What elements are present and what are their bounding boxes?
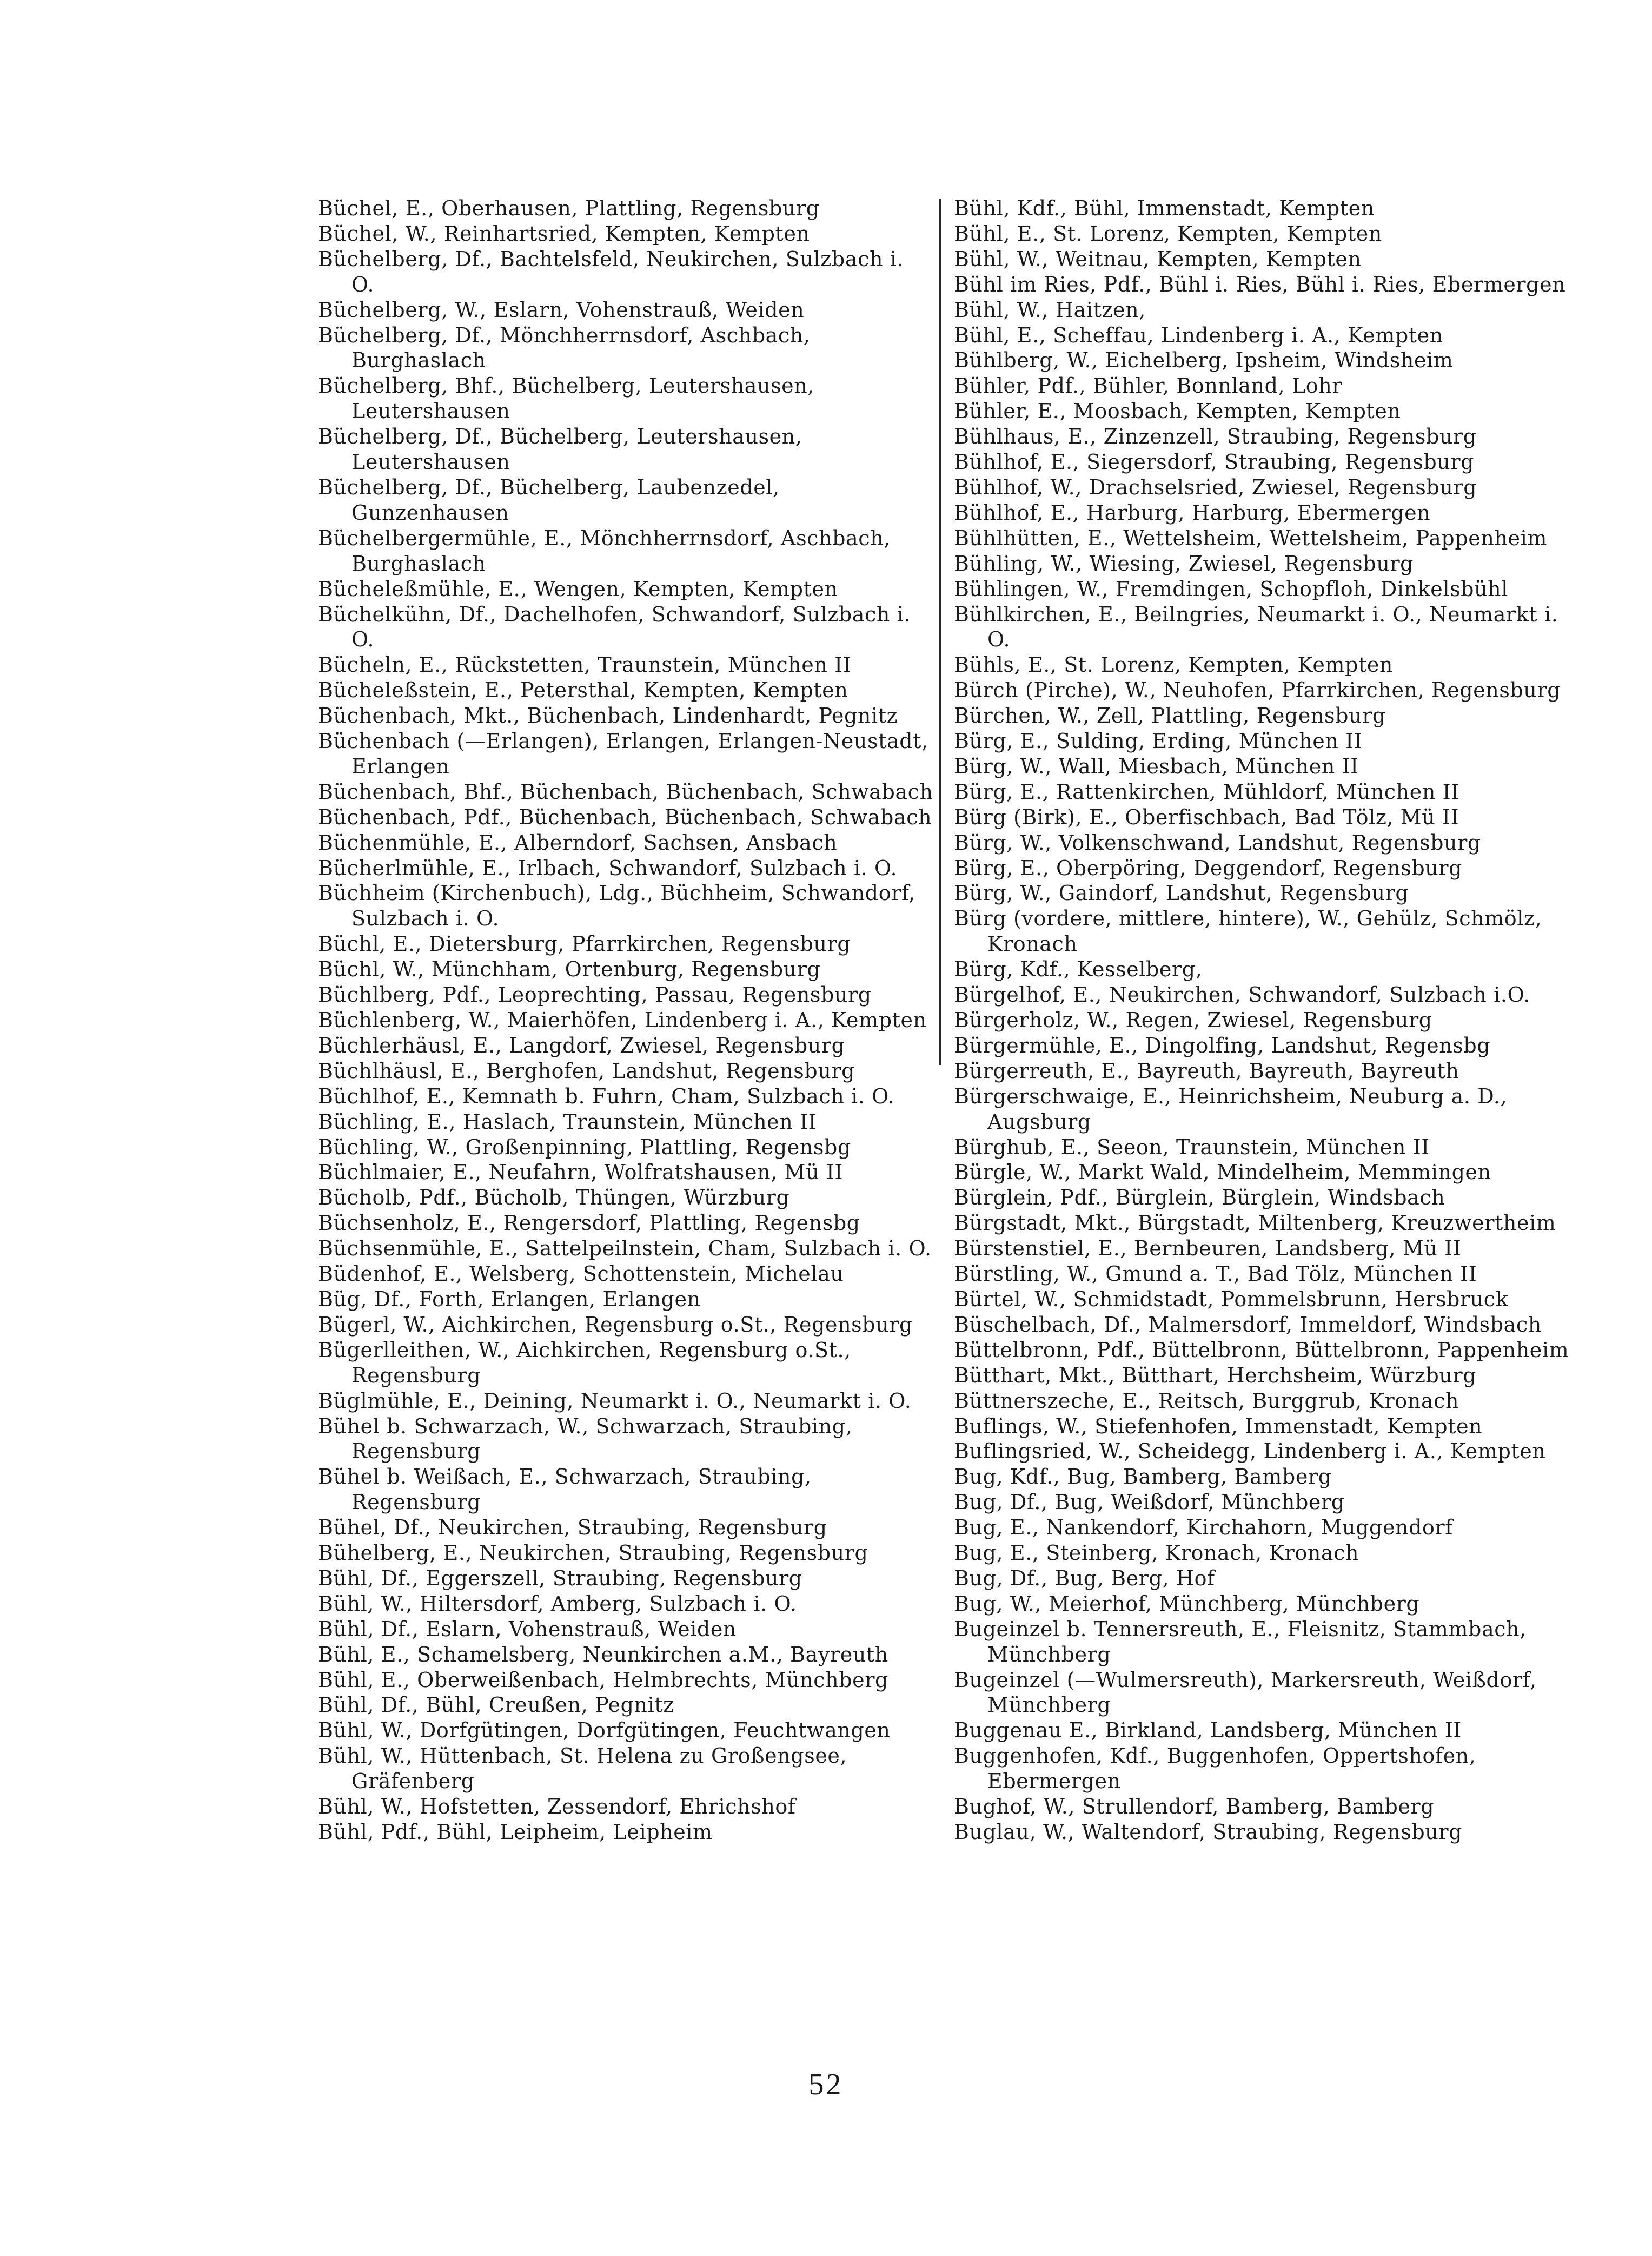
gazetteer-entry: Bugeinzel b. Tennersreuth, E., Fleisnitz, Stammbach, Münchberg bbox=[954, 1617, 1527, 1666]
gazetteer-entry: Büchlberg, Pdf., Leoprechting, Passau, Regensburg bbox=[318, 983, 872, 1007]
gazetteer-entry: Bühlingen, W., Fremdingen, Schopfloh, Dinkelsbühl bbox=[954, 577, 1509, 601]
gazetteer-entry: Bühlhof, E., Siegersdorf, Straubing, Regensburg bbox=[954, 450, 1475, 474]
gazetteer-entry: Bühl, W., Hofstetten, Zessendorf, Ehrichshof bbox=[318, 1795, 796, 1819]
gazetteer-entry: Büchelberg, Df., Mönchherrnsdorf, Aschbach, Burghaslach bbox=[318, 323, 811, 373]
gazetteer-entry: Bürgerreuth, E., Bayreuth, Bayreuth, Bayreuth bbox=[954, 1058, 1459, 1083]
gazetteer-entry: Büchl, E., Dietersburg, Pfarrkirchen, Regensburg bbox=[318, 932, 851, 956]
gazetteer-entry: Bug, Kdf., Bug, Bamberg, Bamberg bbox=[954, 1465, 1332, 1489]
gazetteer-entry: Bughof, W., Strullendorf, Bamberg, Bamberg bbox=[954, 1795, 1435, 1819]
gazetteer-entry: Bücheleßstein, E., Petersthal, Kempten, Kempten bbox=[318, 678, 848, 703]
gazetteer-entry: Bühl, W., Weitnau, Kempten, Kempten bbox=[954, 247, 1362, 271]
gazetteer-entry: Bürtel, W., Schmidstadt, Pommelsbrunn, Hersbruck bbox=[954, 1287, 1509, 1311]
gazetteer-entry: Bürg, E., Sulding, Erding, München II bbox=[954, 729, 1363, 753]
gazetteer-entry: Bühl, W., Hiltersdorf, Amberg, Sulzbach i. O. bbox=[318, 1591, 797, 1616]
gazetteer-entry: Büttelbronn, Pdf., Büttelbronn, Büttelbronn, Pappenheim bbox=[954, 1338, 1569, 1362]
gazetteer-entry: Büchelberg, Df., Büchelberg, Laubenzedel, Gunzenhausen bbox=[318, 475, 780, 525]
gazetteer-entry: Büchsenholz, E., Rengersdorf, Plattling, Regensbg bbox=[318, 1211, 860, 1235]
gazetteer-entry: Büchling, W., Großenpinning, Plattling, Regensbg bbox=[318, 1135, 851, 1159]
gazetteer-entry: Bühlhütten, E., Wettelsheim, Wettelsheim, Pappenheim bbox=[954, 526, 1547, 550]
gazetteer-entry: Bürch (Pirche), W., Neuhofen, Pfarrkirchen, Regensburg bbox=[954, 678, 1561, 703]
gazetteer-entry: Bürgstadt, Mkt., Bürgstadt, Miltenberg, Kreuzwertheim bbox=[954, 1211, 1556, 1235]
gazetteer-entry: Büchenmühle, E., Alberndorf, Sachsen, Ansbach bbox=[318, 830, 838, 855]
gazetteer-entry: Bühel b. Schwarzach, W., Schwarzach, Straubing, Regensburg bbox=[318, 1414, 853, 1464]
gazetteer-entry: Bühl, W., Dorfgütingen, Dorfgütingen, Feuchtwangen bbox=[318, 1718, 891, 1743]
column-divider bbox=[939, 199, 941, 1065]
gazetteer-entry: Bühl, W., Haitzen, bbox=[954, 297, 1146, 322]
gazetteer-entry: Bug, Df., Bug, Berg, Hof bbox=[954, 1566, 1215, 1590]
gazetteer-entry: Bücholb, Pdf., Bücholb, Thüngen, Würzburg bbox=[318, 1186, 790, 1210]
gazetteer-entry: Bürg, W., Wall, Miesbach, München II bbox=[954, 754, 1359, 778]
gazetteer-entry: Bürg, E., Rattenkirchen, Mühldorf, München II bbox=[954, 779, 1459, 804]
gazetteer-entry: Bug, E., Nankendorf, Kirchahorn, Muggendorf bbox=[954, 1516, 1453, 1540]
gazetteer-entry: Bühling, W., Wiesing, Zwiesel, Regensburg bbox=[954, 551, 1414, 575]
gazetteer-entry: Bürg, E., Oberpöring, Deggendorf, Regensburg bbox=[954, 856, 1463, 880]
gazetteer-entry: Büchelberg, Bhf., Büchelberg, Leutershausen, Leutershausen bbox=[318, 374, 815, 424]
gazetteer-entry: Büchenbach, Mkt., Büchenbach, Lindenhardt, Pegnitz bbox=[318, 704, 898, 728]
gazetteer-entry: Büchl, W., Münchham, Ortenburg, Regensburg bbox=[318, 957, 821, 982]
gazetteer-entry: Bühl, E., Scheffau, Lindenberg i. A., Kempten bbox=[954, 323, 1443, 347]
gazetteer-entry: Buglau, W., Waltendorf, Straubing, Regensburg bbox=[954, 1820, 1463, 1844]
gazetteer-entry: Büttnerszeche, E., Reitsch, Burggrub, Kronach bbox=[954, 1388, 1459, 1413]
gazetteer-entry: Büschelbach, Df., Malmersdorf, Immeldorf, Windsbach bbox=[954, 1312, 1542, 1337]
gazetteer-entry: Bühl, E., Oberweißenbach, Helmbrechts, Münchberg bbox=[318, 1668, 888, 1692]
gazetteer-entry: Buflings, W., Stiefenhofen, Immenstadt, Kempten bbox=[954, 1414, 1483, 1438]
gazetteer-entry: Bürg (Birk), E., Oberfischbach, Bad Tölz, Mü II bbox=[954, 805, 1459, 829]
gazetteer-entry: Bürg, Kdf., Kesselberg, bbox=[954, 957, 1203, 982]
gazetteer-entry: Büchlenberg, W., Maierhöfen, Lindenberg i. A., Kempten bbox=[318, 1008, 927, 1032]
gazetteer-entry: Bürgle, W., Markt Wald, Mindelheim, Memmingen bbox=[954, 1160, 1491, 1185]
gazetteer-entry: Bürgermühle, E., Dingolfing, Landshut, Regensbg bbox=[954, 1033, 1491, 1057]
gazetteer-entry: Büchlmaier, E., Neufahrn, Wolfratshausen, Mü II bbox=[318, 1160, 844, 1185]
page-number: 52 bbox=[808, 2068, 844, 2101]
gazetteer-entry: Bücheln, E., Rückstetten, Traunstein, München II bbox=[318, 653, 852, 677]
gazetteer-entry: Büchsenmühle, E., Sattelpeilnstein, Cham, Sulzbach i. O. bbox=[318, 1236, 932, 1261]
gazetteer-entry: Büglmühle, E., Deining, Neumarkt i. O., Neumarkt i. O. bbox=[318, 1388, 912, 1413]
gazetteer-entry: Bürgerschwaige, E., Heinrichsheim, Neuburg a. D., Augsburg bbox=[954, 1084, 1508, 1134]
gazetteer-entry: Buggenhofen, Kdf., Buggenhofen, Oppertshofen, Ebermergen bbox=[954, 1744, 1476, 1794]
gazetteer-entry: Bürg, W., Volkenschwand, Landshut, Regensburg bbox=[954, 830, 1481, 855]
gazetteer-entry: Bühlberg, W., Eichelberg, Ipsheim, Windsheim bbox=[954, 348, 1454, 373]
gazetteer-entry: Bühl, E., Schamelsberg, Neunkirchen a.M., Bayreuth bbox=[318, 1642, 888, 1666]
gazetteer-entry: Bugeinzel (—Wulmersreuth), Markersreuth, Weißdorf, Münchberg bbox=[954, 1668, 1537, 1717]
gazetteer-entry: Büchenbach (—Erlangen), Erlangen, Erlangen-Neustadt, Erlangen bbox=[318, 729, 928, 778]
gazetteer-entry: Bühel, Df., Neukirchen, Straubing, Regensburg bbox=[318, 1516, 827, 1540]
gazetteer-entry: Buflingsried, W., Scheidegg, Lindenberg i. A., Kempten bbox=[954, 1439, 1546, 1464]
gazetteer-entry: Bücheleßmühle, E., Wengen, Kempten, Kempten bbox=[318, 577, 838, 601]
gazetteer-entry: Büchelkühn, Df., Dachelhofen, Schwandorf, Sulzbach i. O. bbox=[318, 602, 911, 652]
gazetteer-entry: Bürchen, W., Zell, Plattling, Regensburg bbox=[954, 704, 1386, 728]
gazetteer-entry: Bühl, Df., Eggerszell, Straubing, Regensburg bbox=[318, 1566, 802, 1590]
right-column bbox=[954, 196, 1569, 1845]
gazetteer-entry: Büchelbergermühle, E., Mönchherrnsdorf, Aschbach, Burghaslach bbox=[318, 526, 891, 575]
gazetteer-entry: Bühl, Kdf., Bühl, Immenstadt, Kempten bbox=[954, 196, 1375, 220]
gazetteer-entry: Bügerlleithen, W., Aichkirchen, Regensburg o.St., Regensburg bbox=[318, 1338, 851, 1387]
gazetteer-entry: Bürstenstiel, E., Bernbeuren, Landsberg, Mü II bbox=[954, 1236, 1462, 1261]
gazetteer-entry: Bug, W., Meierhof, Münchberg, Münchberg bbox=[954, 1591, 1420, 1616]
gazetteer-entry: Büg, Df., Forth, Erlangen, Erlangen bbox=[318, 1287, 701, 1311]
gazetteer-entry: Bühelberg, E., Neukirchen, Straubing, Regensburg bbox=[318, 1541, 868, 1565]
gazetteer-entry: Bürglein, Pdf., Bürglein, Bürglein, Windsbach bbox=[954, 1186, 1445, 1210]
gazetteer-entry: Bühls, E., St. Lorenz, Kempten, Kempten bbox=[954, 653, 1393, 677]
gazetteer-entry: Büchel, E., Oberhausen, Plattling, Regensburg bbox=[318, 196, 820, 220]
gazetteer-entry: Büchelberg, Df., Büchelberg, Leutershausen, Leutershausen bbox=[318, 425, 802, 474]
gazetteer-entry: Buggenau E., Birkland, Landsberg, München II bbox=[954, 1718, 1462, 1743]
gazetteer-entry: Bühl im Ries, Pdf., Bühl i. Ries, Bühl i. Ries, Ebermergen bbox=[954, 272, 1566, 296]
gazetteer-entry: Bügerl, W., Aichkirchen, Regensburg o.St., Regensburg bbox=[318, 1312, 913, 1337]
gazetteer-entry: Büchheim (Kirchenbuch), Ldg., Büchheim, Schwandorf, Sulzbach i. O. bbox=[318, 881, 915, 931]
gazetteer-entry: Bürg, W., Gaindorf, Landshut, Regensburg bbox=[954, 881, 1409, 905]
gazetteer-entry: Büchlerhäusl, E., Langdorf, Zwiesel, Regensburg bbox=[318, 1033, 845, 1057]
gazetteer-entry: Büdenhof, E., Welsberg, Schottenstein, Michelau bbox=[318, 1262, 844, 1286]
gazetteer-entry: Bühl, W., Hüttenbach, St. Helena zu Großengsee, Gräfenberg bbox=[318, 1744, 847, 1794]
gazetteer-entry: Bühler, Pdf., Bühler, Bonnland, Lohr bbox=[954, 374, 1343, 398]
left-column bbox=[318, 196, 933, 1845]
gazetteer-entry: Bug, E., Steinberg, Kronach, Kronach bbox=[954, 1541, 1359, 1565]
gazetteer-entry: Bühlhof, E., Harburg, Harburg, Ebermergen bbox=[954, 500, 1431, 525]
gazetteer-entry: Bürstling, W., Gmund a. T., Bad Tölz, München II bbox=[954, 1262, 1477, 1286]
gazetteer-entry: Bürgelhof, E., Neukirchen, Schwandorf, Sulzbach i.O. bbox=[954, 983, 1530, 1007]
gazetteer-entry: Bug, Df., Bug, Weißdorf, Münchberg bbox=[954, 1490, 1345, 1514]
gazetteer-entry: Bürghub, E., Seeon, Traunstein, München II bbox=[954, 1135, 1430, 1159]
gazetteer-entry: Bühlhaus, E., Zinzenzell, Straubing, Regensburg bbox=[954, 425, 1477, 449]
gazetteer-entry: Büchel, W., Reinhartsried, Kempten, Kempten bbox=[318, 221, 810, 246]
gazetteer-entry: Bücherlmühle, E., Irlbach, Schwandorf, Sulzbach i. O. bbox=[318, 856, 898, 880]
gazetteer-entry: Bürgerholz, W., Regen, Zwiesel, Regensburg bbox=[954, 1008, 1432, 1032]
gazetteer-entry: Büchelberg, Df., Bachtelsfeld, Neukirchen, Sulzbach i. O. bbox=[318, 247, 904, 296]
gazetteer-entry: Bühl, E., St. Lorenz, Kempten, Kempten bbox=[954, 221, 1382, 246]
gazetteer-entry: Büchenbach, Bhf., Büchenbach, Büchenbach, Schwabach bbox=[318, 779, 933, 804]
gazetteer-entry: Büchling, E., Haslach, Traunstein, München II bbox=[318, 1109, 817, 1134]
gazetteer-entry: Bühl, Df., Eslarn, Vohenstrauß, Weiden bbox=[318, 1617, 737, 1641]
gazetteer-entry: Bürg (vordere, mittlere, hintere), W., Gehülz, Schmölz, Kronach bbox=[954, 907, 1542, 956]
gazetteer-entry: Bühel b. Weißach, E., Schwarzach, Straubing, Regensburg bbox=[318, 1465, 812, 1514]
gazetteer-entry: Bühl, Pdf., Bühl, Leipheim, Leipheim bbox=[318, 1820, 713, 1844]
gazetteer-entry: Bühler, E., Moosbach, Kempten, Kempten bbox=[954, 399, 1401, 424]
gazetteer-entry: Bütthart, Mkt., Bütthart, Herchsheim, Würzburg bbox=[954, 1363, 1477, 1387]
gazetteer-entry: Bühl, Df., Bühl, Creußen, Pegnitz bbox=[318, 1693, 674, 1717]
gazetteer-entry: Bühlkirchen, E., Beilngries, Neumarkt i. O., Neumarkt i. O. bbox=[954, 602, 1558, 652]
gazetteer-entry: Bühlhof, W., Drachselsried, Zwiesel, Regensburg bbox=[954, 475, 1477, 499]
gazetteer-entry: Büchlhof, E., Kemnath b. Fuhrn, Cham, Sulzbach i. O. bbox=[318, 1084, 895, 1108]
gazetteer-entry: Büchlhäusl, E., Berghofen, Landshut, Regensburg bbox=[318, 1058, 855, 1083]
gazetteer-entry: Büchelberg, W., Eslarn, Vohenstrauß, Weiden bbox=[318, 297, 805, 322]
gazetteer-entry: Büchenbach, Pdf., Büchenbach, Büchenbach, Schwabach bbox=[318, 805, 932, 829]
